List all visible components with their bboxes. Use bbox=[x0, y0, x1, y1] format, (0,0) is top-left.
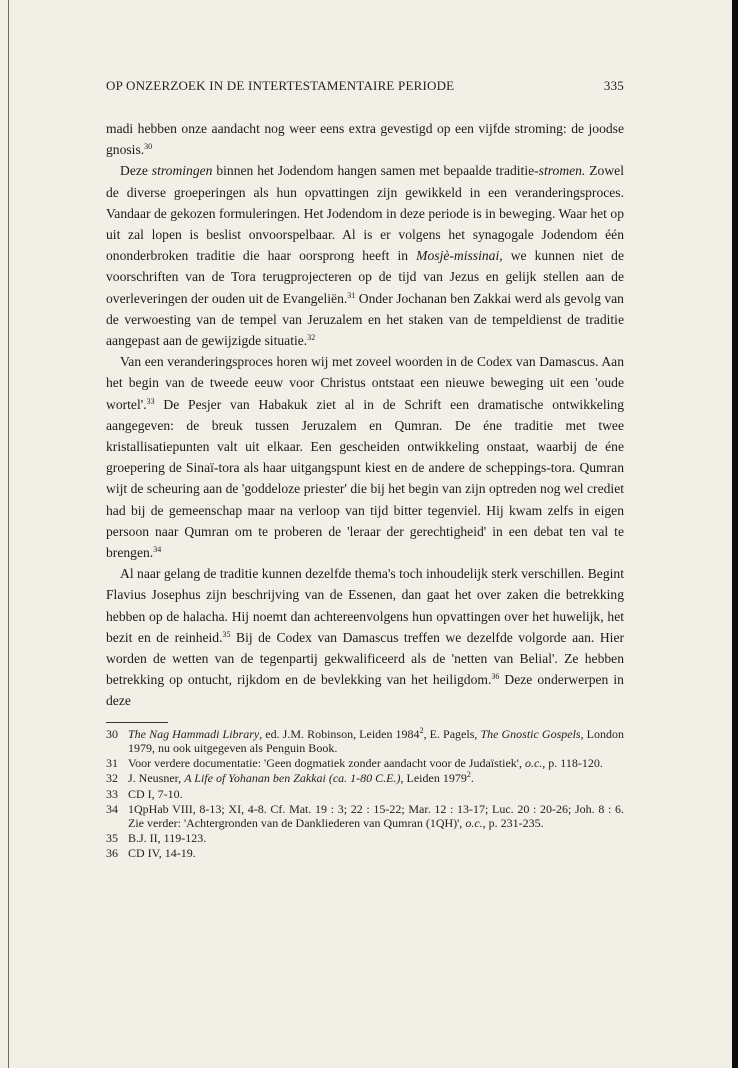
italic-text: stromingen bbox=[151, 163, 213, 179]
italic-text: stromen. bbox=[538, 163, 586, 179]
footnote bbox=[106, 831, 624, 845]
footnotes bbox=[106, 727, 624, 861]
footnote-number: 34 bbox=[106, 801, 118, 816]
italic-text: o.c. bbox=[524, 756, 543, 771]
text-run: Deze bbox=[120, 163, 152, 179]
italic-text: o.c. bbox=[465, 815, 483, 830]
book-page bbox=[106, 78, 624, 862]
footnote-number: 31 bbox=[106, 756, 118, 771]
note-ref: 2 bbox=[466, 770, 471, 780]
page-spine-line bbox=[8, 0, 9, 1068]
footnote bbox=[106, 802, 624, 830]
text-run: Bij de Codex van Damascus treffen we dezelfde volgorde aan. Hier worden de wetten van de tegenpartij gekwalificeerd als de 'netten van Belial'. Ze hebben betrekking op ontucht, rijkdom en de bevlekking van het heiligdom. bbox=[106, 629, 625, 688]
page-edge-shadow bbox=[730, 0, 738, 1068]
text-run: , ed. J.M. Robinson, Leiden 1984 bbox=[259, 726, 420, 741]
footnote-text bbox=[128, 831, 624, 845]
footnote-text bbox=[128, 756, 624, 770]
footnote bbox=[106, 727, 624, 755]
footnote bbox=[106, 756, 624, 770]
text-run: B.J. II, 119-123. bbox=[128, 831, 207, 846]
text-run: CD I, 7-10. bbox=[128, 786, 183, 801]
footnote bbox=[106, 846, 624, 860]
note-ref: 30 bbox=[144, 142, 153, 152]
text-run: Zowel de diverse groeperingen als hun opvattingen zijn gewikkeld in een veranderingsproces. Vandaar de gekozen formuleringen. Het Jodendom in deze periode is in beweging. Waar het op uit zal lopen is beslist onvoorspelbaar. Al is er volgens het synagogale Jodendom één ononderbroken traditie die haar oorsprong heeft in bbox=[106, 163, 624, 264]
text-run: , p. 231-235. bbox=[482, 815, 544, 830]
text-run: 1QpHab VIII, 8-13; XI, 4-8. Cf. Mat. 19 : 3; 22 : 15-22; Mar. 12 : 13-17; Luc. 20 : 20-26; Joh. 8 : 6. Zie verder: 'Achtergronden van de Dankliederen van Qumran (1QH)', bbox=[128, 801, 624, 830]
footnote-number: 32 bbox=[106, 771, 118, 786]
text-run: Van een veranderingsproces horen wij met zoveel woorden in de Codex van Damascus. Aan het begin van de tweede eeuw voor Christus ontstaat een nieuwe beweging uit een 'oude wortel'. bbox=[106, 354, 624, 412]
text-run: , London 1979, nu ook uitgegeven als Penguin Book. bbox=[128, 726, 624, 755]
footnote-text bbox=[128, 802, 624, 830]
italic-text: Mosjè-missinai bbox=[416, 248, 500, 264]
italic-text: The Nag Hammadi Library bbox=[128, 726, 260, 741]
note-ref: 31 bbox=[347, 290, 356, 300]
note-ref: 2 bbox=[419, 725, 424, 735]
text-run: Onder Jochanan ben Zakkai werd als gevolg van de verwoesting van de tempel van Jeruzalem en het staken van de tempeldienst de traditie aangepast aan de gewijzigde situatie. bbox=[106, 290, 624, 349]
text-run: , E. Pagels, bbox=[423, 726, 481, 741]
text-run: , p. 118-120. bbox=[542, 756, 603, 771]
note-ref: 32 bbox=[307, 333, 316, 343]
footnote-number: 36 bbox=[106, 846, 118, 861]
page-number: 335 bbox=[603, 78, 624, 93]
text-run: , Leiden 1979 bbox=[400, 771, 467, 786]
text-run: Al naar gelang de traditie kunnen dezelfde thema's toch inhoudelijk sterk verschillen. Begint Flavius Josephus zijn beschrijving van de Essenen, dan gaat het over zaken die betrekking hebben op de halacha. Hij noemt dan achtereenvolgens hun opvattingen over het huwelijk, het bezit en de reinheid. bbox=[106, 566, 624, 645]
note-ref: 34 bbox=[153, 545, 162, 555]
footnote-number: 30 bbox=[106, 726, 118, 741]
footnote-rule bbox=[106, 722, 168, 723]
running-header bbox=[106, 78, 624, 96]
footnote-text bbox=[128, 846, 624, 860]
text-run: , we kunnen niet de voorschriften van de Tora terugprojecteren op de tijd van Jezus en gelijk stellen aan de overleveringen der ouden uit de Evangeliën. bbox=[106, 248, 624, 306]
text-run: Voor verdere documentatie: 'Geen dogmatiek zonder aandacht voor de Judaïstiek', bbox=[128, 756, 525, 771]
running-title: OP ONZERZOEK IN DE INTERTESTAMENTAIRE PERIODE bbox=[106, 78, 455, 93]
paragraph bbox=[106, 563, 624, 711]
text-run: . bbox=[470, 771, 474, 786]
italic-text: A Life of Yohanan ben Zakkai (ca. 1-80 C.E.) bbox=[184, 771, 401, 786]
italic-text: The Gnostic Gospels bbox=[480, 726, 581, 741]
footnote-number: 35 bbox=[106, 831, 118, 846]
text-run: J. Neusner, bbox=[128, 771, 185, 786]
footnote-text bbox=[128, 727, 624, 755]
text-run: binnen het Jodendom hangen samen met bepaalde traditie- bbox=[212, 163, 539, 179]
footnote-number: 33 bbox=[106, 786, 118, 801]
body-text bbox=[106, 118, 624, 712]
paragraph bbox=[106, 351, 624, 563]
text-run: De Pesjer van Habakuk ziet al in de Schrift een dramatische ontwikkeling aangegeven: de breuk tussen Jeruzalem en Qumran. De éne traditie met twee kristallisatiepunten valt uit elkaar. Een gescheiden ontwikkeling onstaat, waarbij de éne groepering de Sinaï-tora als haar uitgangspunt kiest en de andere de scheppings-tora. Qumran wijt de scheuring aan de 'goddeloze priester' die bij het begin van zijn optreden nog wel crediet had bij de gemeenschap maar na verloop van tijd bitter tegenviel. Hij kwam zelfs in eigen persoon naar Qumran om te proberen de 'leraar der gerechtigheid' in een debat ten val te brengen. bbox=[106, 396, 624, 561]
footnote-text bbox=[128, 771, 624, 785]
paragraph bbox=[106, 160, 624, 351]
text-run: madi hebben onze aandacht nog weer eens extra gevestigd op een vijfde stroming: de joodse gnosis. bbox=[106, 121, 624, 158]
text-run: Deze onderwerpen in deze bbox=[106, 672, 624, 709]
text-run: CD IV, 14-19. bbox=[128, 846, 196, 861]
paragraph bbox=[106, 118, 624, 160]
note-ref: 36 bbox=[491, 672, 500, 682]
footnote-text bbox=[128, 787, 624, 801]
note-ref: 33 bbox=[146, 396, 155, 406]
footnote bbox=[106, 787, 624, 801]
note-ref: 35 bbox=[222, 629, 231, 639]
footnote bbox=[106, 771, 624, 785]
